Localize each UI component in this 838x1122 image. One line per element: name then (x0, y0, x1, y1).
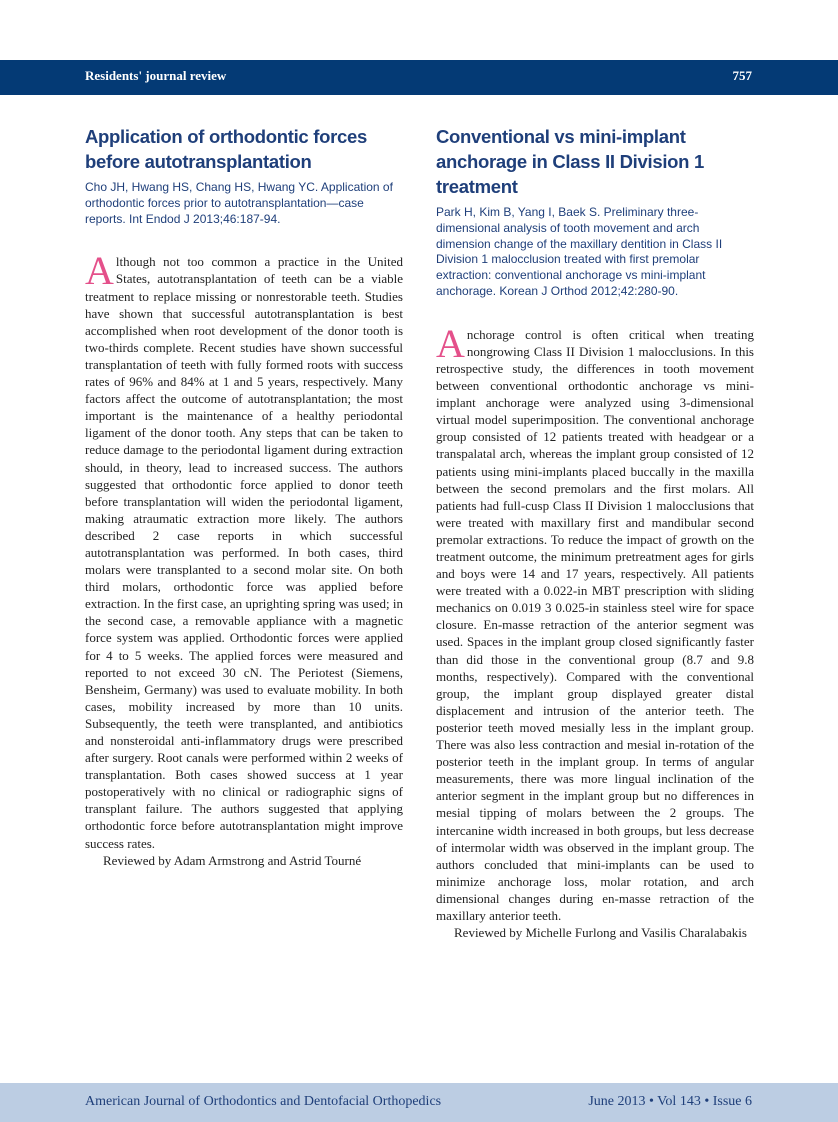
drop-cap: A (436, 320, 465, 366)
article-title: Conventional vs mini-implant anchorage in Class II Division 1 treatment (436, 126, 704, 197)
issue-info: June 2013 • Vol 143 • Issue 6 (588, 1094, 752, 1109)
article-text: lthough not too common a practice in the United States, autotransplantation of teeth can be a viable treatment to replace missing or nonrestorable teeth. Studies have shown that successful autotransplantation is best accomplished when root development of the donor tooth is two-thirds complete. Recent studies have shown successful transplantation of teeth with fully formed roots with success rates of 96% and 84% at 1 and 5 years, respectively. Many factors affect the outcome of autotransplantation; the most important is the maintenance of a healthy periodontal ligament of the donor tooth. Any steps that can be taken to reduce damage to the periodontal ligament during extraction should, in theory, lead to increased success. The authors suggested that orthodontic force applied to donor teeth before transplantation will widen the periodontal ligament, making atraumatic extraction more likely. The authors described 2 case reports in which successful autotransplantation was performed. In both cases, third molars were transplanted to a second molar site. On both third molars, orthodontic force was applied before extraction. In the first case, an uprighting spring was used; in the second case, a removable appliance with a magnetic force system was applied. Orthodontic forces were applied for 4 to 5 weeks. The applied forces were measured and reported to not exceed 30 cN. The Periotest (Siemens, Bensheim, Germany) was used to evaluate mobility. In both cases, mobility increased by more than 10 units. Subsequently, the teeth were transplanted, and antibiotics and nonsteroidal anti-inflammatory drugs were prescribed after surgery. Root canals were performed within 2 weeks of transplantation. Both cases showed success at 1 year postoperatively with no clinical or radiographic signs of transplant failure. The authors suggested that applying orthodontic force before autotransplantation might improve success rates. (85, 254, 403, 851)
article-citation: Park H, Kim B, Yang I, Baek S. Preliminary three-dimensional analysis of tooth movement and arch dimension change of the maxillary dentition in Class II Division 1 malocclusion treated with first premolar extraction: conventional anchorage vs mini-implant anchorage. Korean J Orthod 2012;42:280-90. (436, 205, 723, 298)
article-right (436, 124, 754, 941)
journal-name: American Journal of Orthodontics and Dentofacial Orthopedics (85, 1094, 442, 1109)
header-bar (0, 60, 838, 95)
page-number: 757 (732, 68, 752, 83)
section-title: Residents' journal review (85, 68, 227, 83)
drop-cap: A (85, 248, 114, 294)
article-citation: Cho JH, Hwang HS, Chang HS, Hwang YC. Application of orthodontic forces prior to autotransplantation—case reports. Int Endod J 2013;46:187-94. (85, 180, 393, 226)
article-title: Application of orthodontic forces before autotransplantation (85, 126, 367, 172)
reviewer-credit: Reviewed by Michelle Furlong and Vasilis Charalabakis (454, 925, 747, 941)
footer-bar (0, 1083, 838, 1122)
article-text: nchorage control is often critical when treating nongrowing Class II Division 1 malocclusions. In this retrospective study, the differences in tooth movement between conventional orthodontic anchorage vs mini-implant anchorage were analyzed using 3-dimensional virtual model superimposition. The conventional anchorage group consisted of 12 patients treated with headgear or a transpalatal arch, whereas the implant group consisted of 12 patients using mini-implants placed buccally in the maxilla between the second premolars and the first molars. All patients had full-cusp Class II Division 1 malocclusions that were treated with maxillary first and mandibular second premolar extractions. To reduce the impact of growth on the treatment outcome, the minimum pretreatment ages for girls and boys were 14 and 17 years, respectively. All patients were treated with a 0.022-in MBT prescription with sliding mechanics on 0.019 3 0.025-in stainless steel wire for space closure. En-masse retraction of the anterior segment was used. Spaces in the implant group closed significantly faster than did those in the conventional group (8.7 and 9.8 months, respectively). Compared with the conventional group, the implant group displayed greater distal displacement and intrusion of the anterior teeth. The posterior teeth moved mesially less in the implant group. There was also less contraction and mesial in-rotation of the posterior teeth in the implant group. In terms of angular measurements, there was more lingual inclination of the anterior segment in the implant group but no differences in mesial tipping of molars between the 2 groups. The intercanine width increased in both groups, but less decrease of intermolar width was observed in the implant group. The authors concluded that mini-implants can be used to minimize anchorage loss, molar rotation, and arch dimensional changes during en-masse retraction of the maxillary anterior teeth. (436, 326, 754, 923)
article-body (436, 320, 754, 941)
article-left (85, 124, 403, 869)
reviewer-credit: Reviewed by Adam Armstrong and Astrid Tourné (103, 852, 362, 868)
article-body (85, 248, 403, 868)
